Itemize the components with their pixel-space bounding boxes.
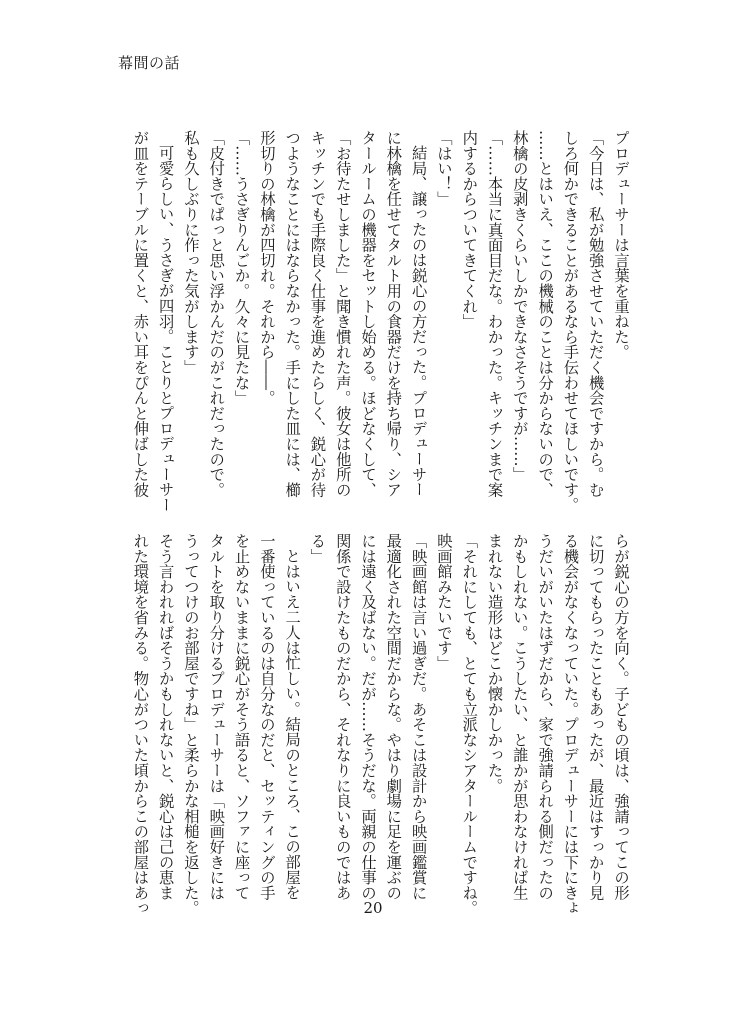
text-line: 関係で設けたものだから、それなりに良いものではあ (333, 533, 352, 901)
text-line: 「映画館は言い過ぎだ。あそこは設計から映画鑑賞に (409, 533, 428, 901)
text-line: 「それにしても、とても立派なシアタールームですね。 (460, 533, 479, 916)
text-line: る機会がなくなっていた。プロデューサーには下にきょ (561, 533, 580, 916)
text-line: 映画館みたいです」 (434, 533, 453, 671)
text-line: 結局、譲ったのは鋭心の方だった。プロデューサー (409, 145, 428, 498)
text-line: 「はい！」 (434, 130, 453, 207)
text-line: には遠く及ばない。だが……そうだな。両親の仕事の (359, 533, 378, 901)
text-line: れた環境を省みる。物心がついた頃からこの部屋はあっ (131, 533, 150, 916)
text-line: を止めないままに鋭心がそう語ると、ソファに座って (232, 533, 251, 901)
text-line: 「……うさぎりんごか。久々に見たな」 (232, 130, 251, 406)
text-line: つようなことにはならなかった。手にした皿には、櫛 (283, 130, 302, 498)
text-line: に切ってもらったこともあったが、最近はすっかり見 (586, 533, 605, 901)
text-line: 内するからついてきてくれ」 (460, 130, 479, 329)
text-line: まれない造形はどこか懐かしかった。 (485, 533, 504, 794)
text-line: 「お待たせしました」と聞き慣れた声。彼女は他所の (333, 130, 352, 498)
text-line: プロデューサーは言葉を重ねた。 (612, 130, 630, 360)
text-line: が皿をテーブルに置くと、赤い耳をぴんと伸ばした彼 (131, 130, 150, 498)
text-line: そう言われればそうかもしれないと、鋭心は己の恵ま (156, 533, 175, 901)
text-line: 「……本当に真面目だな。わかった。キッチンまで案 (485, 130, 504, 498)
page-number: 20 (363, 899, 383, 917)
text-line: キッチンでも手際良く仕事を進めたらしく、鋭心が待 (308, 130, 327, 498)
text-line: らが鋭心の方を向く。子どもの頃は、強請ってこの形 (612, 533, 630, 901)
text-line: 可愛らしい、うさぎが四羽。ことりとプロデューサー (156, 145, 175, 513)
text-line: 「皮付きでぱっと思い浮かんだのがこれだったので。 (207, 130, 226, 498)
text-line: る」 (308, 533, 327, 564)
text-line: しろ何かできることがあるなら手伝わせてほしいです。 (561, 130, 580, 513)
text-line: かもしれない。こうしたい、と誰かが思わなければ生 (510, 533, 529, 901)
text-block-upper (127, 130, 633, 513)
text-line: ……とはいえ、ここの機械のことは分からないので、 (536, 130, 555, 498)
text-line: タルトを取り分けるプロデューサーは「映画好きには (207, 533, 226, 901)
text-line: 「今日は、私が勉強させていただく機会ですから。む (586, 130, 605, 498)
text-line: とはいえ二人は忙しい。結局のところ、この部屋を (283, 548, 302, 901)
text-line: タールームの機器をセットし始める。ほどなくして、 (359, 130, 378, 498)
text-line: 林檎の皮剥きくらいしかできなさそうですが……」 (510, 130, 529, 482)
text-line: うだいがいたはずだから、家で強請られる側だったの (536, 533, 555, 901)
text-line: 私も久しぶりに作った気がします」 (181, 130, 200, 375)
text-line: 一番使っているのは自分なのだと、セッティングの手 (257, 533, 276, 901)
running-header: 幕間の話 (118, 54, 181, 72)
text-line: に林檎を任せてタルト用の食器だけを持ち帰り、シア (384, 130, 403, 498)
text-block-lower (127, 533, 633, 916)
text-line: 形切りの林檎が四切れ。それから――。 (257, 130, 276, 406)
text-line: うってつけのお部屋ですね」と柔らかな相槌を返した。 (181, 533, 200, 916)
text-line: 最適化された空間だからな。やはり劇場に足を運ぶの (384, 533, 403, 901)
